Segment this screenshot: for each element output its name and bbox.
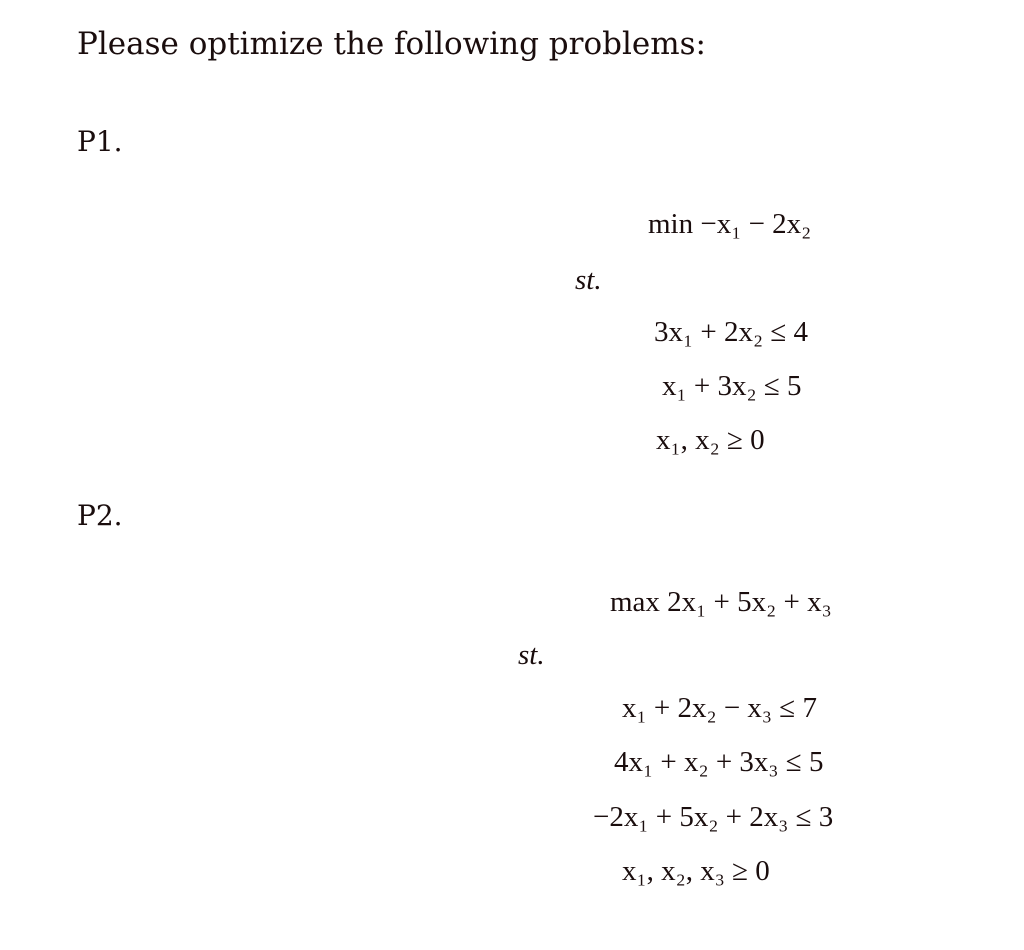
problem-1-constraint-1: 3x₁ + 2x₂ ≤ 4 bbox=[654, 316, 808, 348]
problem-1-st-label: st. bbox=[575, 264, 602, 296]
problem-2-st-label: st. bbox=[518, 639, 545, 671]
problem-2-objective: max 2x₁ + 5x₂ + x₃ bbox=[610, 586, 832, 618]
problem-2-constraint-4: x₁, x₂, x₃ ≥ 0 bbox=[622, 855, 770, 887]
problem-1-constraint-3: x₁, x₂ ≥ 0 bbox=[656, 424, 765, 456]
problem-2-constraint-2: 4x₁ + x₂ + 3x₃ ≤ 5 bbox=[614, 746, 824, 778]
problem-1-label: P1. bbox=[77, 125, 123, 158]
page-heading: Please optimize the following problems: bbox=[77, 26, 706, 62]
problem-2-constraint-3: −2x₁ + 5x₂ + 2x₃ ≤ 3 bbox=[593, 801, 834, 833]
problem-2-label: P2. bbox=[77, 499, 123, 532]
problem-1-objective: min −x₁ − 2x₂ bbox=[648, 208, 812, 240]
problem-1-constraint-2: x₁ + 3x₂ ≤ 5 bbox=[662, 370, 802, 402]
problem-2-constraint-1: x₁ + 2x₂ − x₃ ≤ 7 bbox=[622, 692, 817, 724]
